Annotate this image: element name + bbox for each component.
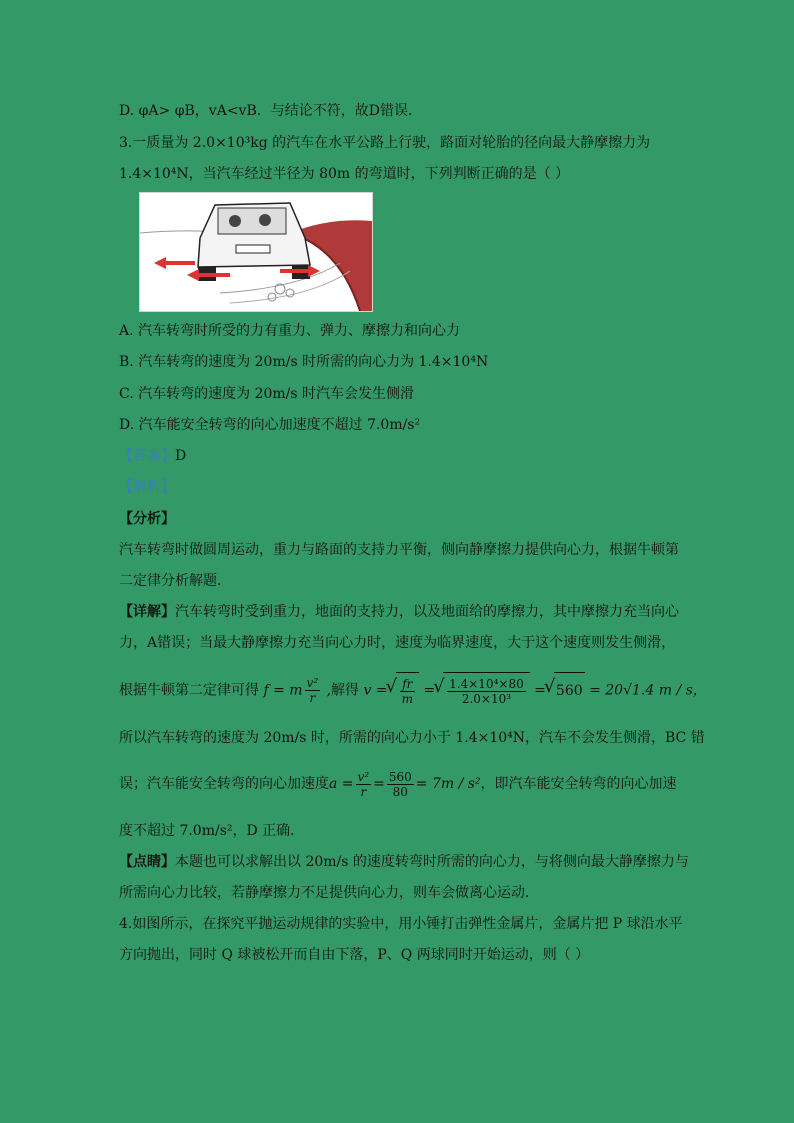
option-c: C. 汽车转弯的速度为 20m/s 时汽车会发生侧滑	[119, 386, 415, 402]
xiangjie-line-2: 力，A错误；当最大静摩擦力充当向心力时，速度为临界速度，大于这个速度则发生侧滑，	[119, 635, 676, 651]
fenxi-line-2: 二定律分析解题．	[119, 573, 231, 589]
formula-v: v =	[363, 682, 388, 699]
car-turning-figure	[139, 192, 373, 312]
fraction-v2-over-r: $\frac{\text{v²}}{r}$	[306, 676, 319, 705]
question-3-line-1: 3.一质量为 2.0×10³kg 的汽车在水平公路上行驶，路面对轮胎的径向最大静摩擦力为	[119, 135, 651, 151]
option-d: D. 汽车能安全转弯的向心加速度不超过 7.0m/s²	[119, 417, 421, 433]
fraction-v2-over-r-2: $\frac{\text{v²}}{r}$	[357, 769, 370, 799]
xiangjie-text-5b: ，即汽车能安全转弯的向心加速	[480, 776, 677, 792]
xiangjie-text-3b: ,解得	[326, 682, 360, 699]
question-3-line-2: 1.4×10⁴N，当汽车经过半径为 80m 的弯道时，下列判断正确的是（ ）	[119, 166, 570, 182]
fraction-560-over-80: $\frac{560}{80}$	[388, 769, 412, 799]
question-4-line-2: 方向抛出，同时 Q 球被松开而自由下落，P、Q 两球同时开始运动，则（ ）	[119, 947, 590, 963]
xiangjie-accel-line	[119, 766, 719, 802]
fenxi-line-1: 汽车转弯时做圆周运动，重力与路面的支持力平衡，侧向静摩擦力提供向心力，根据牛顿第	[119, 542, 679, 558]
answer-value: D	[175, 448, 187, 464]
dianjing-tag: 【点睛】	[119, 854, 175, 870]
xiangjie-line-1	[119, 602, 719, 622]
result-velocity: = 20√1.4 m / s，	[589, 682, 707, 699]
sqrt-560: √ 560	[554, 672, 585, 709]
dianjing-line-2: 所需向心力比较，若静摩擦力不足提供向心力，则车会做离心运动．	[119, 885, 539, 901]
question-4-line-1: 4.如图所示，在探究平抛运动规律的实验中，用小锤打击弹性金属片，金属片把 P 球沿水平	[119, 916, 683, 932]
sqrt-numeric-fraction: √ $\frac{\text{1.4×10⁴×80}}{\text{2.0×10³}}$	[443, 672, 530, 709]
option-b: B. 汽车转弯的速度为 20m/s 时所需的向心力为 1.4×10⁴N	[119, 354, 489, 370]
equals-sign-3: =	[373, 776, 385, 792]
option-a: A. 汽车转弯时所受的力有重力、弹力、摩擦力和向心力	[119, 323, 461, 339]
analysis-tag: 【解析】	[119, 479, 175, 495]
equals-sign-2: =	[534, 682, 546, 699]
fenxi-tag: 【分析】	[119, 511, 175, 527]
answer-line	[119, 446, 719, 466]
formula-f: f = m	[263, 682, 303, 699]
xiangjie-line-4: 所以汽车转弯的速度为 20m/s 时，所需的向心力小于 1.4×10⁴N，汽车不会发生侧滑，BC 错	[119, 730, 705, 746]
dianjing-text-1: 本题也可以求解出以 20m/s 的速度转弯时所需的向心力，与将侧向最大静摩擦力与	[175, 854, 689, 870]
xiangjie-text-5a: 误；汽车能安全转弯的向心加速度	[119, 776, 329, 792]
dianjing-line-1	[119, 852, 719, 872]
xiangjie-formula-line	[119, 672, 719, 709]
xiangjie-text-1: 汽车转弯时受到重力，地面的支持力，以及地面给的摩擦力，其中摩擦力充当向心	[175, 604, 679, 620]
equals-sign-1: =	[423, 682, 436, 699]
answer-tag: 【答案】	[119, 448, 175, 464]
formula-a: a =	[329, 776, 354, 792]
xiangjie-tag: 【详解】	[119, 604, 175, 620]
sqrt-fr-over-m: √ $\frac{fr}{m}$	[396, 672, 419, 709]
xiangjie-text-3a: 根据牛顿第二定律可得	[119, 682, 259, 699]
result-acceleration: = 7m / s²	[415, 776, 481, 792]
xiangjie-line-6: 度不超过 7.0m/s²，D 正确．	[119, 823, 305, 839]
car-illustration	[140, 193, 372, 311]
option-d-previous: D. φA> φB，vA<vB．与结论不符，故D错误．	[119, 103, 422, 119]
